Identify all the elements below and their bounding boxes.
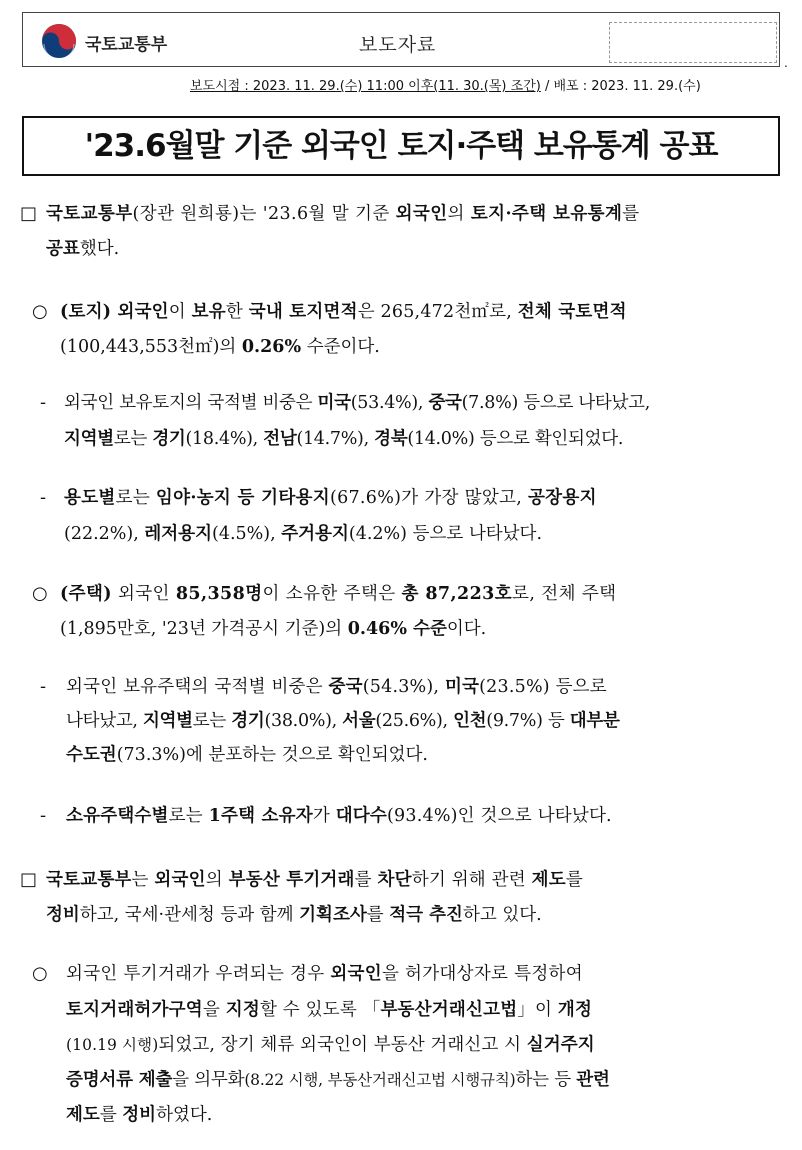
- text-bold: 미국: [317, 393, 351, 413]
- text-bold: 소유주택수별: [66, 806, 169, 826]
- text: 를: [565, 870, 583, 890]
- text-bold: 외국인: [330, 964, 382, 984]
- text-bold: 토지거래허가구역: [66, 1000, 203, 1020]
- text: 을: [202, 1000, 226, 1020]
- text: 한: [225, 302, 249, 322]
- text-bold: 중국: [328, 677, 363, 697]
- para2-line1: [60, 296, 627, 328]
- para9-line2: [66, 994, 592, 1026]
- text-bold: 정비: [122, 1105, 157, 1125]
- release-separator: /: [540, 79, 554, 94]
- para6-line3: [66, 739, 428, 771]
- para8-line2: [46, 899, 542, 931]
- text-bold: 대다수: [335, 806, 388, 826]
- text-bold: 대부분: [569, 711, 620, 731]
- para3-line2: [64, 423, 623, 455]
- text: 하고, 국세·관세청 등과 함께: [79, 905, 300, 925]
- text: 외국인 보유주택의 국적별 비중은: [66, 677, 329, 697]
- text-bold: 주거용지: [281, 524, 349, 544]
- text: 를: [622, 204, 640, 224]
- text-bold: 보유: [191, 302, 226, 322]
- text: (7.8%) 등으로 나타났고,: [461, 393, 650, 413]
- text-bold: 임야·농지 등 기타용지: [155, 488, 330, 508]
- text: (장관 원희룡)는 '23.6월 말 기준: [132, 204, 396, 224]
- text-bold: 차단: [377, 870, 412, 890]
- circle-bullet: ○: [32, 583, 48, 604]
- text: 로는: [113, 429, 153, 449]
- text: (67.6%)가 가장 많았고,: [329, 488, 528, 508]
- text: 을 허가대상자로 특정하여: [381, 964, 583, 984]
- text: 외국인: [111, 584, 176, 604]
- release-time: 보도시점 : 2023. 11. 29.(수) 11:00 이후(11. 30.(목) 조간): [190, 79, 541, 94]
- text-bold: 실거주지: [526, 1035, 595, 1055]
- text-bold: 공장용지: [527, 488, 597, 508]
- dash-bullet: -: [40, 392, 47, 413]
- para5-line1: [60, 578, 616, 610]
- text-bold: 1주택 소유자: [208, 806, 313, 826]
- text: (93.4%)인 것으로 나타났다.: [387, 806, 612, 826]
- para5-line2: [60, 613, 486, 645]
- text: 」이: [517, 1000, 558, 1020]
- text-bold: 수도권: [66, 745, 117, 765]
- text: (22.2%),: [64, 524, 145, 544]
- text: 로는: [192, 711, 232, 731]
- text: 외국인 투기거래가 우려되는 경우: [66, 964, 331, 984]
- text: (53.4%),: [350, 393, 429, 413]
- text: (54.3%),: [362, 677, 445, 697]
- text: 외국인 보유토지의 국적별 비중은: [64, 393, 318, 413]
- text: 의: [205, 870, 229, 890]
- text-bold: 경북: [374, 429, 408, 449]
- text: 를: [366, 905, 390, 925]
- text: (4.2%) 등으로 나타났다.: [348, 524, 543, 544]
- para9-line1: [66, 958, 583, 990]
- text-bold: 서울: [342, 711, 376, 731]
- text: 은 265,472천㎡로,: [357, 302, 518, 322]
- press-header: [22, 12, 780, 67]
- circle-bullet: ○: [32, 301, 48, 322]
- text-bold: 0.46% 수준: [347, 619, 447, 639]
- text: (100,443,553천㎡)의: [60, 337, 242, 357]
- para4-line2: [64, 518, 542, 550]
- text: 로, 전체 주택: [512, 584, 617, 604]
- para1-line1: [46, 198, 640, 230]
- text: 이 소유한 주택은: [262, 584, 402, 604]
- text: 의: [447, 204, 471, 224]
- text-bold: 외국인: [395, 204, 448, 224]
- para1-line2: [46, 233, 119, 265]
- release-info: [190, 78, 782, 96]
- text: 는: [131, 870, 155, 890]
- text: 을 의무화: [172, 1070, 245, 1090]
- text: 하고 있다.: [462, 905, 542, 925]
- text: 할 수 있도록 「: [259, 1000, 381, 1020]
- text: 를: [99, 1105, 123, 1125]
- text-bold: 전체 국토면적: [517, 302, 627, 322]
- text: 하였다.: [156, 1105, 213, 1125]
- para2-line2: [60, 331, 380, 363]
- text-bold: 지역별: [142, 711, 193, 731]
- document-type: 보도자료: [359, 34, 437, 56]
- text: (4.5%),: [212, 524, 282, 544]
- text-bold: 정비: [46, 905, 80, 925]
- text: 나타났고,: [66, 711, 143, 731]
- text-bold: 경기: [152, 429, 186, 449]
- square-bullet: □: [20, 869, 38, 890]
- text: 이다.: [446, 619, 487, 639]
- text: 되었고, 장기 체류 외국인이 부동산 거래신고 시: [158, 1035, 527, 1055]
- text-bold: 제도: [531, 870, 566, 890]
- text: (23.5%) 등으로: [479, 677, 607, 697]
- text-bold: 부동산거래신고법: [380, 1000, 518, 1020]
- circle-bullet: ○: [32, 963, 48, 984]
- distribution-date: 배포 : 2023. 11. 29.(수): [553, 79, 701, 94]
- text-bold: (토지) 외국인: [60, 302, 169, 322]
- text: (25.6%),: [375, 711, 454, 731]
- dash-bullet: -: [40, 487, 47, 508]
- text: 가: [312, 806, 336, 826]
- text-bold: 총 87,223호: [401, 584, 513, 604]
- text-bold: 용도별: [64, 488, 116, 508]
- text-bold: 외국인: [154, 870, 206, 890]
- para7-line1: [66, 800, 612, 832]
- para9-line5: [66, 1099, 212, 1131]
- text-bold: 지정: [225, 1000, 260, 1020]
- text-bold: 전남: [263, 429, 297, 449]
- title-box: [22, 116, 780, 176]
- dash-bullet: -: [40, 676, 47, 697]
- dash-bullet: -: [40, 805, 47, 826]
- text-bold: 레저용지: [144, 524, 212, 544]
- government-logo-icon: [41, 23, 77, 59]
- text-bold: 공표: [46, 239, 80, 259]
- text: (14.7%),: [296, 429, 375, 449]
- text: 하는 등: [515, 1070, 577, 1090]
- text-bold: 제도: [66, 1105, 100, 1125]
- ministry-name: 국토교통부: [85, 35, 168, 55]
- text: (18.4%),: [185, 429, 264, 449]
- para6-line1: [66, 671, 607, 703]
- text-bold: 지역별: [64, 429, 114, 449]
- text-bold: 기획조사: [299, 905, 367, 925]
- trailing-mark: .: [784, 56, 788, 70]
- text: 하기 위해 관련: [411, 870, 532, 890]
- para6-line2: [66, 705, 620, 737]
- embargo-box: [609, 22, 777, 63]
- text-bold: 인천: [453, 711, 487, 731]
- text: 로는: [168, 806, 209, 826]
- text-bold: 개정: [557, 1000, 593, 1020]
- text: (9.7%) 등: [486, 711, 570, 731]
- text-bold: 증명서류 제출: [66, 1070, 173, 1090]
- text-bold: 적극 추진: [389, 905, 463, 925]
- text-small: (8.22 시행, 부동산거래신고법 시행규칙): [244, 1071, 516, 1089]
- text-bold: 0.26%: [241, 337, 302, 357]
- text-bold: (주택): [60, 584, 112, 604]
- text-bold: 미국: [444, 677, 480, 697]
- text-small: (10.19 시행): [66, 1036, 159, 1054]
- text-bold: 경기: [231, 711, 265, 731]
- square-bullet: □: [20, 203, 38, 224]
- para9-line3: [66, 1029, 595, 1061]
- para3-line1: [64, 387, 650, 419]
- text: 로는: [115, 488, 156, 508]
- para8-line1: [46, 864, 583, 896]
- text: 했다.: [79, 239, 120, 259]
- text-bold: 85,358명: [175, 584, 263, 604]
- text-bold: 국내 토지면적: [248, 302, 358, 322]
- text: 이: [168, 302, 192, 322]
- text: 수준이다.: [301, 337, 380, 357]
- text-bold: 중국: [428, 393, 462, 413]
- text-bold: 부동산 투기거래: [228, 870, 355, 890]
- text-bold: 국토교통부: [46, 204, 133, 224]
- page-title: '23.6월말 기준 외국인 토지·주택 보유통계 공표: [84, 128, 718, 164]
- text: (73.3%)에 분포하는 것으로 확인되었다.: [116, 745, 428, 765]
- para4-line1: [64, 482, 597, 514]
- text-bold: 토지·주택 보유통계: [470, 204, 623, 224]
- text-bold: 관련: [576, 1070, 610, 1090]
- text: (1,895만호, '23년 가격공시 기준)의: [60, 619, 348, 639]
- text: (14.0%) 등으로 확인되었다.: [407, 429, 624, 449]
- text: 를: [354, 870, 378, 890]
- para9-line4: [66, 1064, 610, 1096]
- text: (38.0%),: [264, 711, 343, 731]
- text-bold: 국토교통부: [46, 870, 132, 890]
